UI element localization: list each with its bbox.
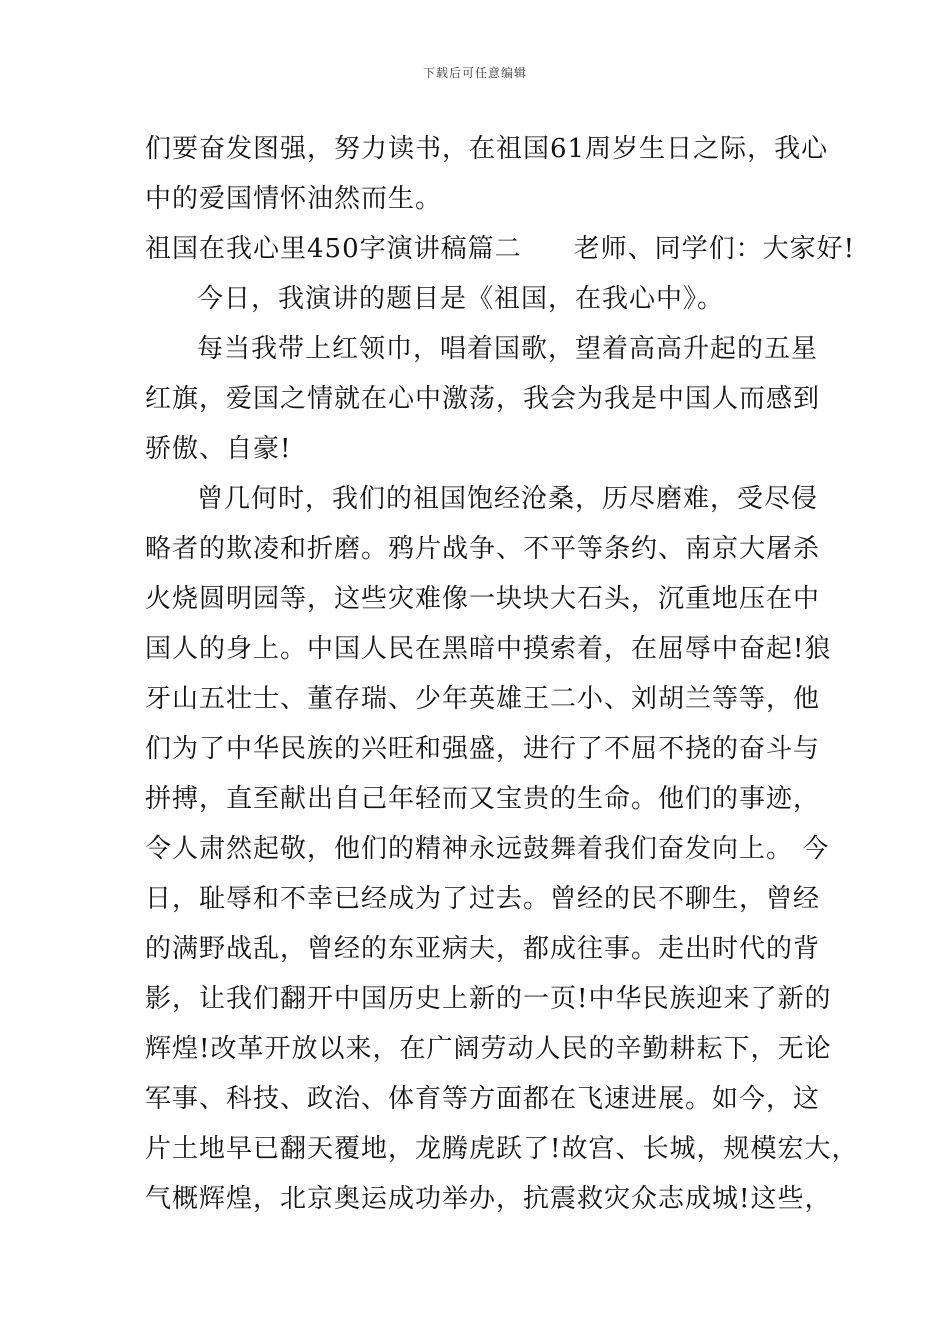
text-line: 辉煌!改革开放以来，在广阔劳动人民的辛勤耕耘下，无论 (145, 1034, 832, 1064)
greeting: 老师、同学们：大家好! (573, 234, 856, 264)
text-line: 令人肃然起敬，他们的精神永远鼓舞着我们奋发向上。 今 (145, 834, 830, 864)
page-header: 下载后可任意编辑 (422, 66, 527, 80)
text-line: 中的爱国情怀油然而生。 (145, 184, 443, 214)
text-line: 略者的欺凌和折磨。鸦片战争、不平等条约、南京大屠杀 (145, 534, 821, 564)
text-line: 片土地早已翻天覆地，龙腾虎跃了!故宫、长城，规模宏大， (145, 1134, 859, 1164)
text-line: 军事、科技、政治、体育等方面都在飞速进展。如今，这 (145, 1084, 821, 1114)
text-line: 国人的身上。中国人民在黑暗中摸索着，在屈辱中奋起!狼 (145, 634, 832, 664)
text-line: 们要奋发图强，努力读书，在祖国61周岁生日之际，我心 (145, 134, 829, 164)
text-line: 拼搏，直至献出自己年轻而又宝贵的生命。他们的事迹， (145, 784, 821, 814)
text-line: 今日，我演讲的题目是《祖国，在我心中》。 (197, 284, 725, 314)
text-line: 每当我带上红领巾，唱着国歌，望着高高升起的五星 (197, 334, 819, 364)
text-line: 日，耻辱和不幸已经成为了过去。曾经的民不聊生，曾经 (145, 884, 821, 914)
speech-title: 祖国在我心里450字演讲稿篇二 (145, 234, 522, 264)
text-line: 们为了中华民族的兴旺和强盛，进行了不屈不挠的奋斗与 (145, 734, 821, 764)
text-line: 的满野战乱，曾经的东亚病夫，都成往事。走出时代的背 (145, 934, 821, 964)
text-line: 红旗，爱国之情就在心中激荡，我会为我是中国人而感到 (145, 384, 821, 414)
text-line: 骄傲、自豪! (145, 434, 292, 464)
text-line: 气概辉煌，北京奥运成功举办，抗震救灾众志成城!这些， (145, 1184, 832, 1214)
text-line: 影，让我们翻开中国历史上新的一页!中华民族迎来了新的 (145, 984, 832, 1014)
text-line: 火烧圆明园等，这些灾难像一块块大石头，沉重地压在中 (145, 584, 821, 614)
text-line: 牙山五壮士、董存瑞、少年英雄王二小、刘胡兰等等，他 (145, 684, 821, 714)
text-line: 曾几何时，我们的祖国饱经沧桑，历尽磨难，受尽侵 (197, 484, 819, 514)
title-line (145, 224, 855, 274)
